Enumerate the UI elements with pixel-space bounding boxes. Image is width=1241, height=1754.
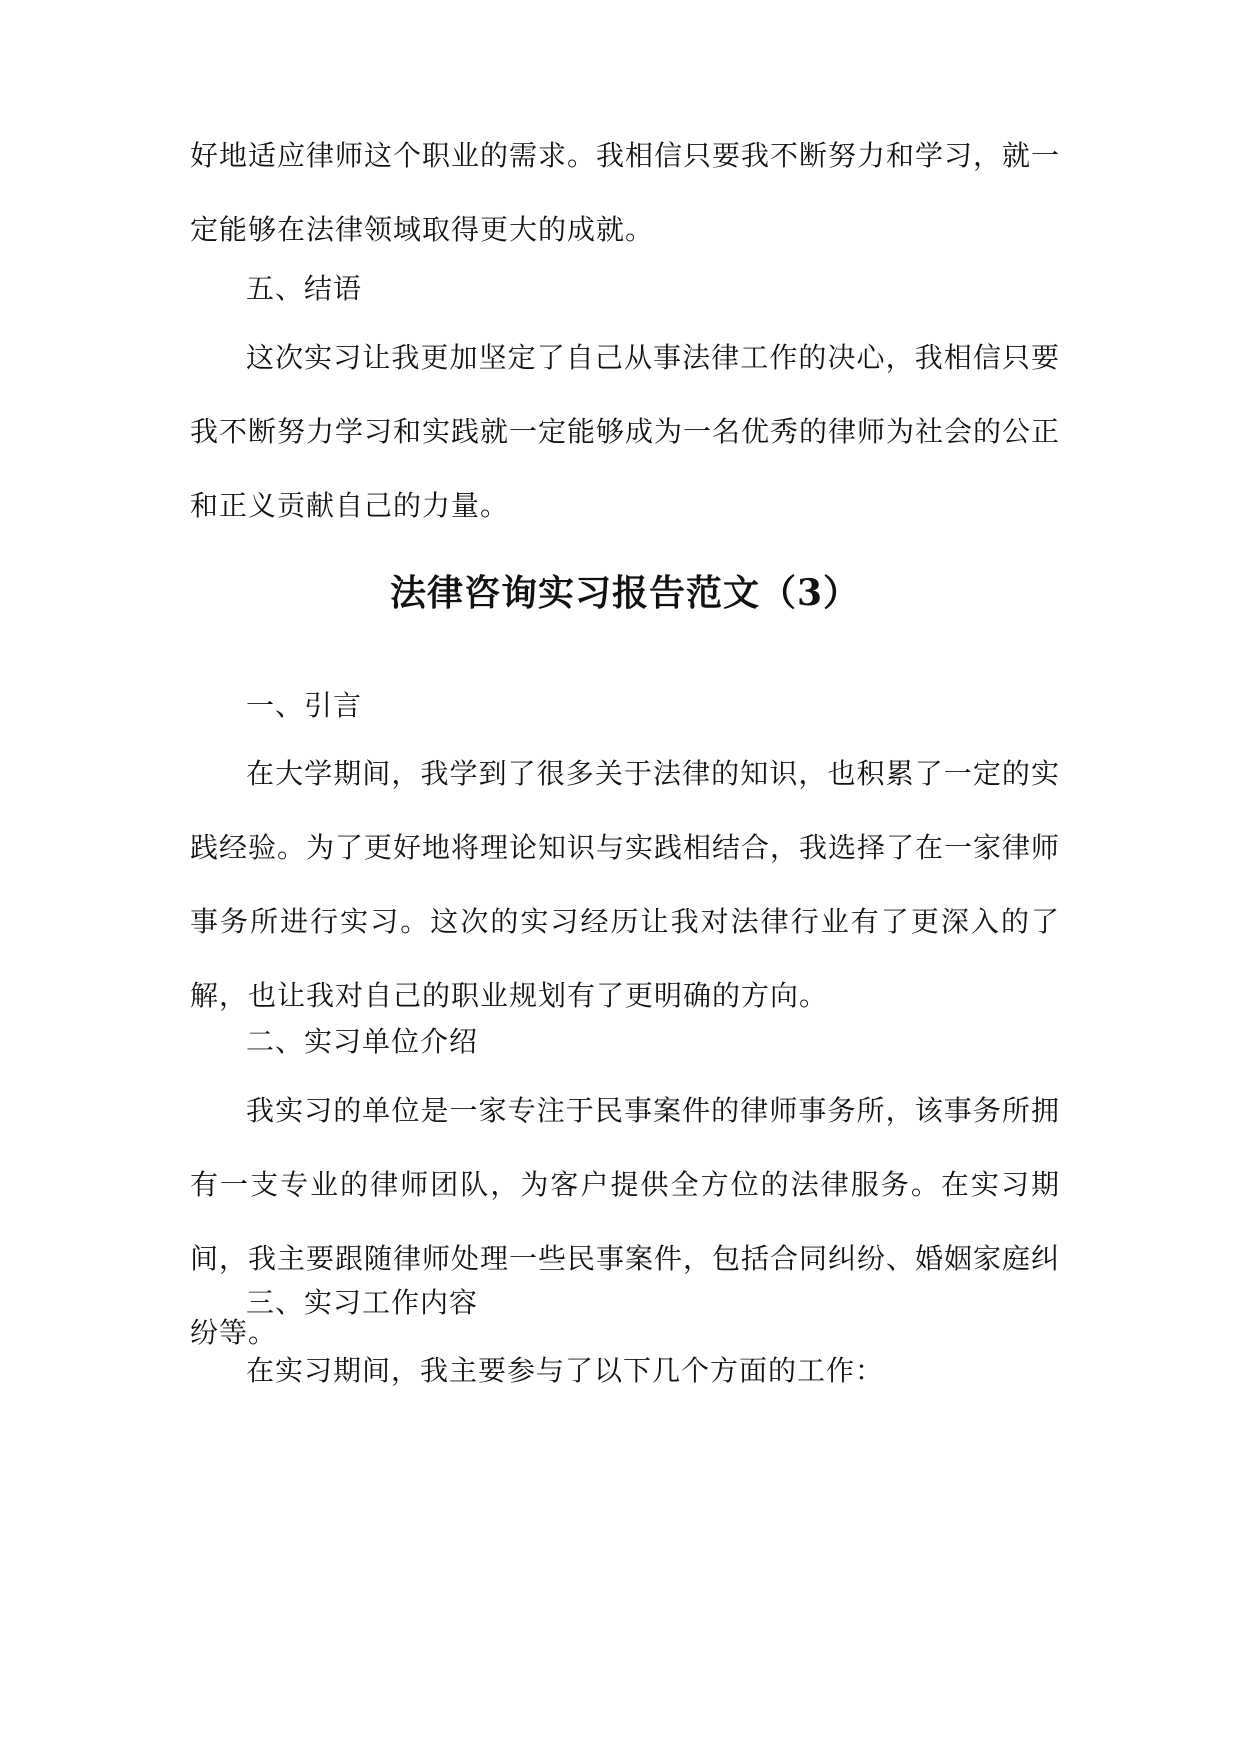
paragraph-continuation: 好地适应律师这个职业的需求。我相信只要我不断努力和学习，就一定能够在法律领域取得更大的成就。 [190, 139, 1061, 246]
paragraph-internship-unit: 我实习的单位是一家专注于民事案件的律师事务所，该事务所拥有一支专业的律师团队，为客户提供全方位的法律服务。在实习期间，我主要跟随律师处理一些民事案件，包括合同纠纷、婚姻家庭纠纷等。 [190, 1094, 1061, 1349]
section-title-introduction: 一、引言 [246, 689, 363, 722]
section-title-work-content: 三、实习工作内容 [246, 1286, 479, 1319]
paragraph-introduction: 在大学期间，我学到了很多关于法律的知识，也积累了一定的实践经验。为了更好地将理论知识与实践相结合，我选择了在一家律师事务所进行实习。这次的实习经历让我对法律行业有了更深入的了解，也让我对自己的职业规划有了更明确的方向。 [190, 757, 1061, 1012]
report-title: 法律咨询实习报告范文（3） [389, 572, 861, 614]
section-title-conclusion: 五、结语 [246, 272, 363, 305]
section-title-internship-unit: 二、实习单位介绍 [246, 1025, 479, 1058]
paragraph-work-content: 在实习期间，我主要参与了以下几个方面的工作： [246, 1354, 885, 1387]
paragraph-conclusion: 这次实习让我更加坚定了自己从事法律工作的决心，我相信只要我不断努力学习和实践就一定能够成为一名优秀的律师为社会的公正和正义贡献自己的力量。 [190, 341, 1061, 522]
